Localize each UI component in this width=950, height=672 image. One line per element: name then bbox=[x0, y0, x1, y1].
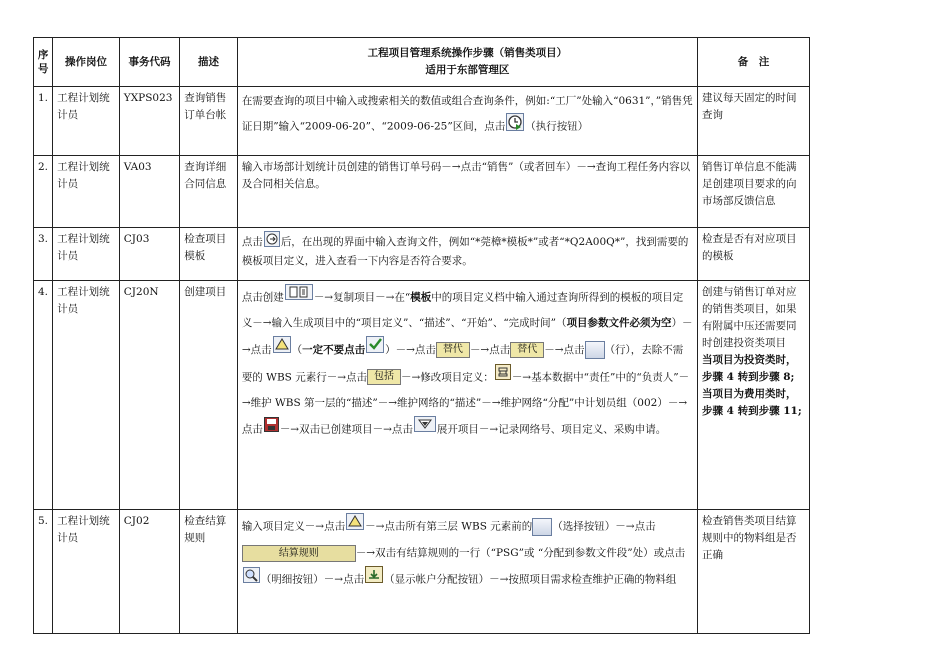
row-steps bbox=[237, 281, 697, 510]
settlement-rule-button[interactable]: 结算规则 bbox=[242, 545, 356, 562]
step-text: （行），去除不需要的 WBS 元素行－→点击 bbox=[241, 344, 684, 383]
row-role: 工程计划统计员 bbox=[53, 156, 120, 228]
col-header-remark: 备 注 bbox=[697, 38, 809, 87]
step-text-bold: 一定不要点击 bbox=[302, 344, 366, 356]
step-text: －→修改项目定义： bbox=[401, 371, 494, 383]
remark-text-bold: 当项目为投资类时，步骤 4 转到步骤 8; bbox=[701, 354, 797, 383]
row-tcode: CJ02 bbox=[119, 510, 180, 634]
row-desc: 检查结算规则 bbox=[180, 510, 238, 634]
row-remark: 检查销售类项目结算规则中的物料组是否正确 bbox=[697, 510, 809, 634]
row-no: 2. bbox=[34, 156, 53, 228]
step-text: －→点击 bbox=[469, 344, 511, 356]
row-remark bbox=[697, 281, 809, 510]
row-tcode: YXPS023 bbox=[119, 87, 180, 156]
col-header-steps bbox=[237, 38, 697, 87]
row-tcode: VA03 bbox=[119, 156, 180, 228]
execute-clock-icon bbox=[506, 113, 524, 140]
row-desc: 查询销售订单台帐 bbox=[180, 87, 238, 156]
step-text: （选择按钮）－→点击 bbox=[552, 520, 656, 533]
step-text: ）－→点击 bbox=[241, 316, 693, 356]
table-row bbox=[34, 510, 810, 634]
step-text: （执行按钮） bbox=[525, 120, 589, 133]
row-role: 工程计划统计员 bbox=[53, 228, 120, 281]
step-text: －→点击所有第三层 WBS 元素前的 bbox=[365, 520, 533, 533]
row-no: 1. bbox=[34, 87, 53, 156]
save-icon bbox=[264, 417, 279, 443]
row-no: 5. bbox=[34, 510, 53, 634]
create-icon bbox=[285, 284, 313, 311]
select-button-icon bbox=[532, 518, 552, 536]
row-select-icon bbox=[585, 341, 605, 359]
step-text: 点击创建 bbox=[241, 291, 284, 304]
row-no: 3. bbox=[34, 228, 53, 281]
replace-button[interactable]: 替代 bbox=[436, 342, 470, 358]
table-title: 工程项目管理系统操作步骤（销售类项目） bbox=[367, 47, 568, 59]
step-text: （ bbox=[291, 344, 303, 356]
include-button[interactable]: 包括 bbox=[367, 369, 401, 385]
col-header-no: 序号 bbox=[34, 38, 53, 87]
header-row bbox=[34, 38, 810, 87]
triangle-select-icon bbox=[346, 513, 364, 540]
row-remark: 销售订单信息不能满足创建项目要求的向市场部反馈信息 bbox=[697, 156, 809, 228]
procedure-table bbox=[33, 37, 810, 634]
step-text: －→双击有结算规则的一行（“PSG”或 “分配到参数文件段”处）或点击 bbox=[355, 547, 686, 559]
row-steps bbox=[237, 87, 697, 156]
row-desc: 创建项目 bbox=[180, 281, 238, 510]
row-remark: 建议每天固定的时间查询 bbox=[697, 87, 809, 156]
step-text: 输入项目定义－→点击 bbox=[241, 520, 346, 533]
row-tcode: CJ03 bbox=[119, 228, 180, 281]
step-text: －→复制项目－→在“ bbox=[313, 291, 411, 304]
display-icon bbox=[264, 231, 280, 253]
remark-text-bold: 当项目为费用类时，步骤 4 转到步骤 11; bbox=[701, 388, 802, 417]
step-text-bold: 模板 bbox=[410, 291, 432, 304]
row-role: 工程计划统计员 bbox=[53, 281, 120, 510]
step-text: 展开项目－→记录网络号、项目定义、采购申请。 bbox=[436, 423, 667, 436]
table-row bbox=[34, 156, 810, 228]
step-text: ）－→点击 bbox=[385, 344, 436, 356]
col-header-role: 操作岗位 bbox=[53, 38, 120, 87]
project-def-icon bbox=[495, 364, 511, 391]
step-text: 点击 bbox=[241, 236, 263, 248]
col-header-desc: 描述 bbox=[180, 38, 238, 87]
step-text: 后，在出现的界面中输入查询文件，例如“*莞樟*模板*”或者“*Q2A00Q*”，找到需要的模板项目定义，进入查看一下内容是否符合要求。 bbox=[241, 236, 689, 267]
row-desc: 查询详细合同信息 bbox=[180, 156, 238, 228]
row-role: 工程计划统计员 bbox=[53, 87, 120, 156]
row-no: 4. bbox=[34, 281, 53, 510]
row-desc: 检查项目模板 bbox=[180, 228, 238, 281]
table-row bbox=[34, 281, 810, 510]
table-subtitle: 适用于东部管理区 bbox=[425, 64, 510, 76]
step-text: －→双击已创建项目－→点击 bbox=[279, 423, 413, 436]
remark-text: 创建与销售订单对应的销售类项目，如果有附属中压还需要同时创建投资类项目 bbox=[701, 286, 797, 349]
expand-icon bbox=[414, 416, 436, 443]
row-tcode: CJ20N bbox=[119, 281, 180, 510]
row-remark: 检查是否有对应项目的模板 bbox=[697, 228, 809, 281]
account-assign-icon bbox=[365, 566, 383, 593]
step-text: （显示帐户分配按钮）－→按照项目需求检查维护正确的物料组 bbox=[384, 573, 677, 586]
step-text: （明细按钮）－→点击 bbox=[260, 573, 365, 586]
step-text: 中的项目定义档中输入通过查询所得到的模板的项目定义－→输入生成项目中的“项目定义”、“描述”、“开始”、“完成时间”（ bbox=[241, 291, 684, 329]
row-steps bbox=[237, 510, 697, 634]
table-row bbox=[34, 228, 810, 281]
row-role: 工程计划统计员 bbox=[53, 510, 120, 634]
triangle-select-icon bbox=[273, 336, 291, 364]
row-steps: 输入市场部计划统计员创建的销售订单号码－→点击“销售”（或者回车）－→查询工程任务内容以及合同相关信息。 bbox=[237, 156, 697, 228]
step-text: －→基本数据中“责任”中的“负责人”－→维护 WBS 第一层的“描述”－→维护网络的“描述”－→维护网络“分配”中计划员组（002）－→点击 bbox=[241, 371, 690, 436]
replace-button[interactable]: 替代 bbox=[510, 342, 544, 358]
checkmark-icon bbox=[366, 336, 384, 364]
step-text-bold: 项目参数文件必须为空 bbox=[566, 316, 672, 329]
col-header-tcode: 事务代码 bbox=[119, 38, 180, 87]
row-steps bbox=[237, 228, 697, 281]
detail-icon bbox=[243, 567, 260, 593]
step-text: 在需要查询的项目中输入或搜索相关的数值或组合查询条件，例如:“工厂”处输入“0631”，”销售凭证日期”输入“2009-06-20”、“2009-06-25”区间，点击 bbox=[241, 95, 693, 133]
table-row bbox=[34, 87, 810, 156]
step-text: －→点击 bbox=[544, 344, 585, 356]
